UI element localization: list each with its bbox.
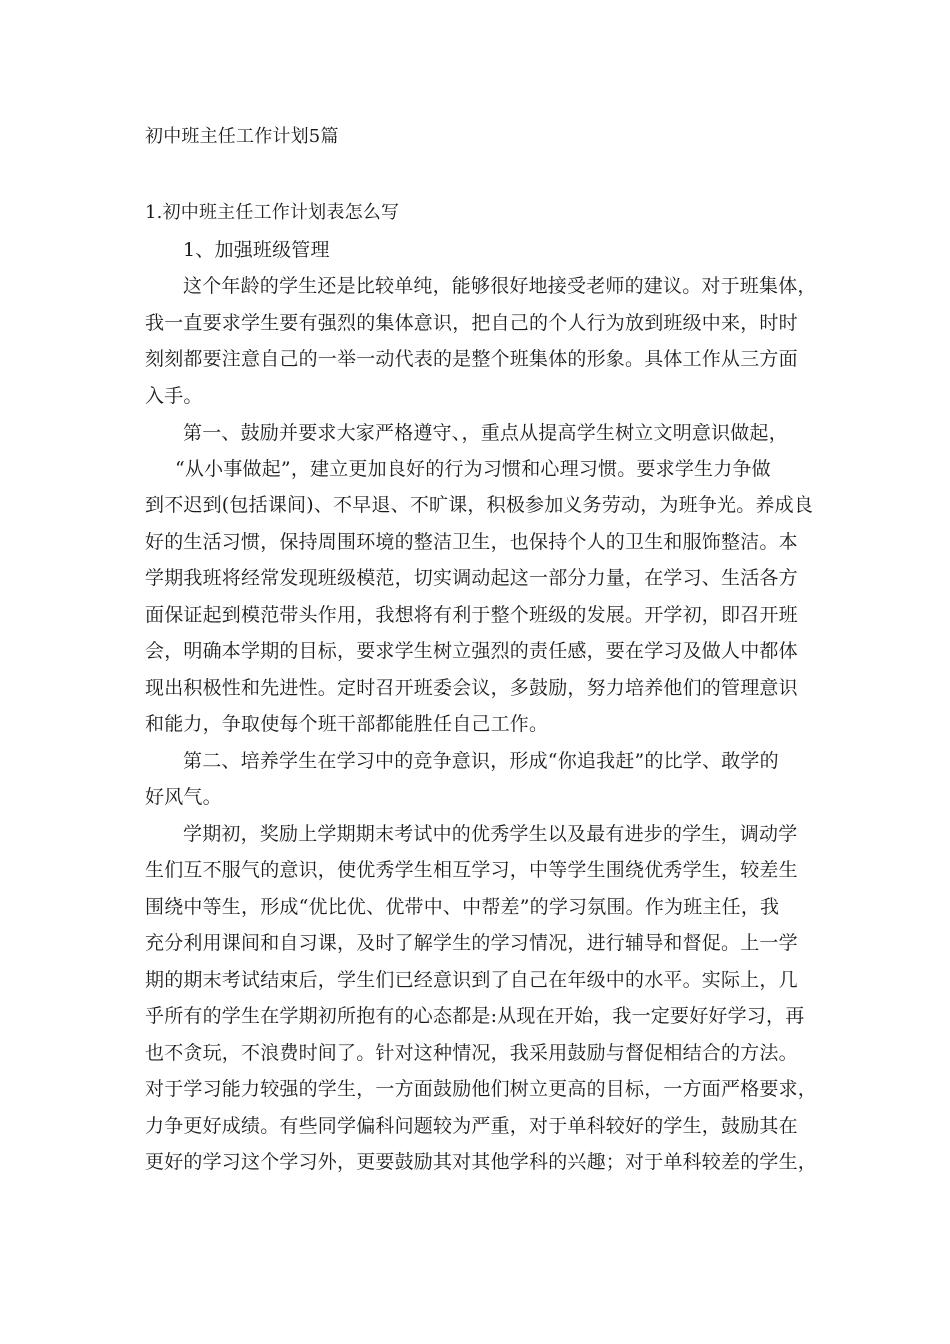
paragraph-line: 对于学习能力较强的学生，一方面鼓励他们树立更高的目标，一方面严格要求， (145, 1078, 818, 1100)
paragraph-line: 学期我班将经常发现班级模范，切实调动起这一部分力量，在学习、生活各方 (145, 567, 798, 589)
paragraph-line: 学期初，奖励上学期期末考试中的优秀学生以及最有进步的学生，调动学 (183, 823, 798, 845)
paragraph-line: 生们互不服气的意识，使优秀学生相互学习，中等学生围绕优秀学生，较差生 (145, 859, 798, 881)
paragraph-line: 这个年龄的学生还是比较单纯，能够很好地接受老师的建议。对于班集体， (183, 275, 817, 297)
paragraph-line: 我一直要求学生要有强烈的集体意识，把自己的个人行为放到班级中来，时时 (145, 312, 798, 334)
paragraph-line: 会，明确本学期的目标，要求学生树立强烈的责任感，要在学习及做人中都体 (145, 640, 798, 662)
paragraph-line: 期的期末考试结束后，学生们已经意识到了自己在年级中的水平。实际上，几 (145, 969, 798, 991)
paragraph-line: 充分利用课间和自习课，及时了解学生的学习情况，进行辅导和督促。上一学 (145, 932, 798, 954)
paragraph-line: 第一、鼓励并要求大家严格遵守、，重点从提高学生树立文明意识做起， (183, 422, 788, 444)
paragraph-line: 力争更好成绩。有些同学偏科问题较为严重，对于单科较好的学生，鼓励其在 (145, 1115, 798, 1137)
paragraph-line: 刻刻都要注意自己的一举一动代表的是整个班集体的形象。具体工作从三方面 (145, 348, 798, 370)
paragraph-line: 入手。 (145, 385, 203, 407)
paragraph-line: 面保证起到模范带头作用，我想将有利于整个班级的发展。开学初，即召开班 (145, 604, 798, 626)
paragraph-line: 现出积极性和先进性。定时召开班委会议，多鼓励，努力培养他们的管理意识 (145, 677, 798, 699)
paragraph-line: 围绕中等生，形成“优比优、优带中、中帮差”的学习氛围。作为班主任，我 (145, 896, 780, 918)
paragraph-line: 第二、培养学生在学习中的竞争意识，形成“你追我赶”的比学、敢学的 (183, 750, 779, 772)
paragraph-line: 到不迟到(包括课间)、不早退、不旷课，积极参加义务劳动，为班争光。养成良 (145, 494, 814, 516)
paragraph-line: 也不贪玩，不浪费时间了。针对这种情况，我采用鼓励与督促相结合的方法。 (145, 1042, 798, 1064)
paragraph-line: 好风气。 (145, 786, 222, 808)
subheading: 1、加强班级管理 (183, 239, 330, 261)
section-heading: 1.初中班主任工作计划表怎么写 (145, 202, 400, 223)
paragraph-line: 更好的学习这个学习外，更要鼓励其对其他学科的兴趣；对于单科较差的学生， (145, 1151, 818, 1173)
paragraph-line: 好的生活习惯，保持周围环境的整洁卫生，也保持个人的卫生和服饰整洁。本 (145, 531, 798, 553)
document-title: 初中班主任工作计划5篇 (145, 126, 339, 147)
paragraph-line: 和能力，争取使每个班干部都能胜任自己工作。 (145, 713, 549, 735)
paragraph-line: 乎所有的学生在学期初所抱有的心态都是:从现在开始，我一定要好好学习，再 (145, 1005, 805, 1027)
paragraph-line: “从小事做起”，建立更加良好的行为习惯和心理习惯。要求学生力争做 (175, 458, 771, 480)
